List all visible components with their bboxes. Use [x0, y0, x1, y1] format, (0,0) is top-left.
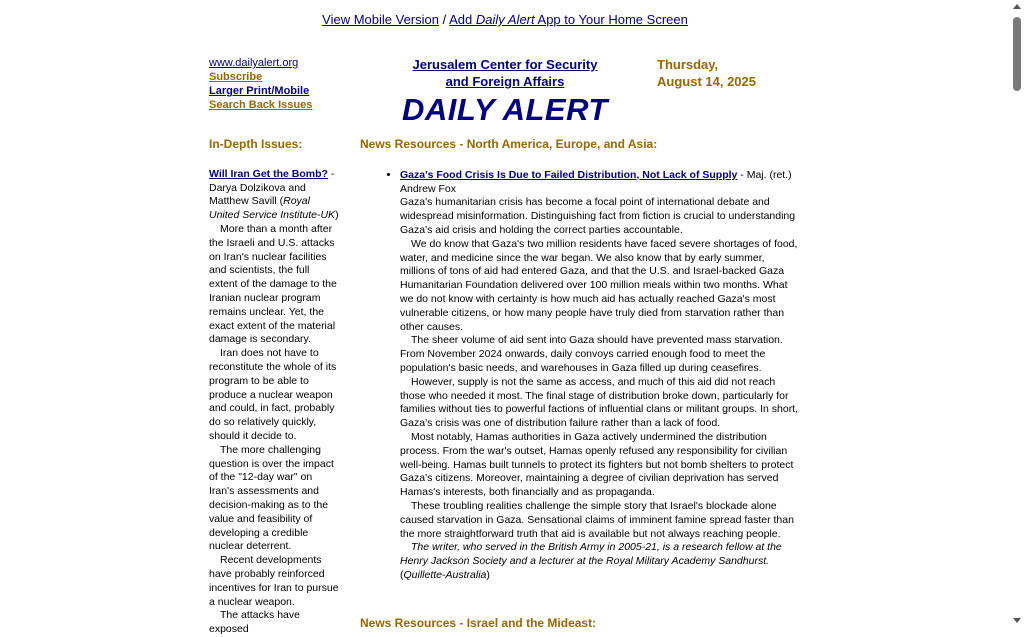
- source-close: ): [486, 568, 490, 581]
- vertical-scrollbar[interactable]: [1010, 0, 1024, 629]
- add-app-pre: Add: [449, 12, 476, 27]
- top-bar: [0, 12, 1010, 27]
- in-depth-byline: - Darya Dolzikova and Matthew Savill (: [209, 167, 335, 208]
- in-depth-paragraph: More than a month after the Israeli and U.S. attacks on Iran's nuclear facilities and scientists, the full extent of the damage to the Iranian nuclear program remains unclear. Yet, the exact extent of the material damage is secondary.: [209, 222, 337, 346]
- add-app-name: Daily Alert: [475, 12, 535, 27]
- larger-print-link[interactable]: Larger Print/Mobile: [209, 85, 310, 97]
- add-app-link[interactable]: [449, 12, 688, 27]
- source-dash: -: [442, 568, 446, 581]
- news-source: [400, 569, 802, 583]
- news-list: [360, 169, 802, 583]
- source-name: Quillette: [403, 568, 443, 581]
- in-depth-article: [209, 168, 340, 637]
- writer-note-text: The writer, who served in the British Army in 2005-21, is a research fellow at the Henry Jackson Society and a lecturer at the Royal Military Academy Sandhurst.: [400, 541, 782, 568]
- list-item: [400, 169, 802, 583]
- search-back-issues-link[interactable]: Search Back Issues: [209, 99, 313, 111]
- in-depth-byline-end: ): [335, 209, 339, 222]
- issue-weekday: Thursday,: [657, 57, 719, 72]
- news-paragraph: The sheer volume of aid sent into Gaza should have prevented mass starvation. From November 2024 onwards, daily convoys carried enough food to meet the population's basic needs, and warehouses in Gaza filled up during ceasefires.: [400, 334, 783, 374]
- news-paragraph: However, supply is not the same as access, and much of this aid did not reach those who needed it most. The final stage of distribution broke down, particularly for families without ties to powerful factions of influential clans or militant groups. In short, Gaza's crisis was one of distribution failure rather than a lack of food.: [400, 375, 799, 430]
- news-article-link[interactable]: Gaza's Food Crisis Is Due to Failed Distribution, Not Lack of Supply: [400, 168, 738, 181]
- add-app-post: App to Your Home Screen: [534, 12, 688, 27]
- in-depth-paragraph: Iran does not have to reconstitute the whole of its program to be able to produce a nuclear weapon and could, in fact, probably do so relatively quickly, should it decide to.: [209, 347, 337, 442]
- issue-date: [657, 56, 756, 90]
- scrollbar-thumb[interactable]: [1013, 17, 1021, 91]
- daily-alert-logo: DAILY ALERT: [402, 92, 608, 127]
- source-open: (: [400, 568, 404, 581]
- header-left-links: [209, 56, 312, 112]
- in-depth-title: In-Depth Issues:: [209, 137, 303, 151]
- in-depth-paragraph: The more challenging question is over the impact of the "12-day war" on Iran's assessments and decision-making as to the value and feasibility of developing a credible nuclear deterrent.: [209, 443, 334, 553]
- news-lead: Gaza's humanitarian crisis has become a focal point of international debate and widespread misinformation. Distinguishing fact from fiction is crucial to understanding Gaza's aid crisis and holding the correct parties accountable.: [400, 196, 796, 236]
- in-depth-column: [209, 138, 340, 637]
- in-depth-source: Royal United Service Institute: [209, 195, 317, 222]
- in-depth-article-link[interactable]: Will Iran Get the Bomb?: [209, 167, 328, 180]
- issue-full-date: August 14, 2025: [657, 74, 756, 89]
- in-depth-paragraph: The attacks have exposed: [209, 609, 300, 636]
- in-depth-paragraph: Recent developments have probably reinforced incentives for Iran to pursue a nuclear weapon.: [209, 554, 339, 608]
- subscribe-link[interactable]: Subscribe: [209, 71, 263, 83]
- jcpa-link-line2[interactable]: and Foreign Affairs: [445, 74, 565, 89]
- news-byline: - Maj. (ret.) Andrew Fox: [400, 168, 792, 195]
- in-depth-byline-dash: -: [316, 209, 321, 222]
- scroll-down-arrow-icon[interactable]: [1013, 618, 1021, 623]
- publisher-header: [400, 56, 610, 90]
- news-paragraph: We do know that Gaza's two million residents have faced severe shortages of food, water, and medicine since the war began. We also know that by early summer, millions of tons of aid had entered Gaza, and that the U.S. and Israel-backed Gaza Humanitarian Foundation delivered over 100 million meals within two months. What we do not know with certainty is how much aid has actually reached Gaza's most vulnerable citizens, or how many people have truly died from starvation rather than other causes.: [400, 237, 798, 333]
- writer-note: [400, 541, 802, 569]
- news-paragraph: These troubling realities challenge the simple story that Israel's blockade alone caused starvation in Gaza. Sensational claims of imminent famine spread faster than the more straightforward truth that aid is available but not always reaching people.: [400, 499, 794, 540]
- jcpa-link-line1[interactable]: Jerusalem Center for Security: [412, 57, 598, 72]
- news-paragraph: Most notably, Hamas authorities in Gaza actively undermined the distribution process. From the war's outset, Hamas openly refused any responsibility for civilian well-being. Hamas built tunnels to protect its fighters but not bomb shelters to protect Gaza's citizens. Moreover, maintaining a degree of civilian deprivation has served Hamas's interests, both financially and as propaganda.: [400, 430, 794, 499]
- news-section-title-mideast: News Resources - Israel and the Mideast:: [360, 616, 597, 630]
- news-section-title: News Resources - North America, Europe, and Asia:: [360, 137, 658, 151]
- source-country: Australia: [445, 568, 487, 581]
- news-column: [360, 138, 802, 583]
- mobile-version-link[interactable]: View Mobile Version: [322, 12, 439, 27]
- topbar-separator: /: [438, 12, 450, 27]
- in-depth-country: UK: [320, 209, 336, 222]
- scroll-up-arrow-icon[interactable]: [1013, 4, 1021, 9]
- website-link[interactable]: www.dailyalert.org: [209, 57, 299, 69]
